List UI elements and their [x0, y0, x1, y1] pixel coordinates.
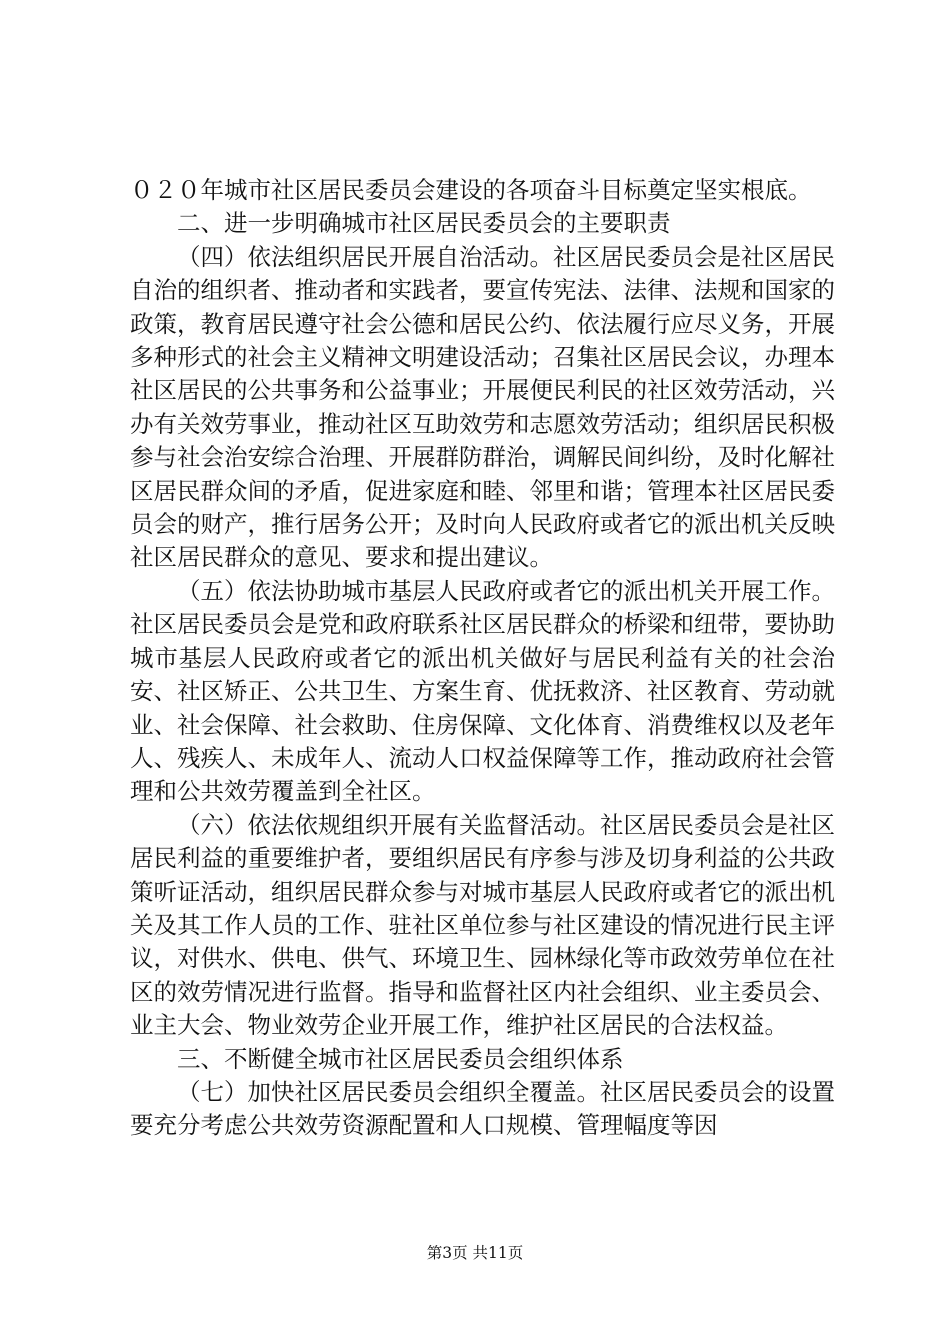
paragraph-item-6: （六）依法依规组织开展有关监督活动。社区居民委员会是社区居民利益的重要维护者，要组织居民有序参与涉及切身利益的公共政策听证活动，组织居民群众参与对城市基层人民政府或者它的派出机关及其工作人员的工作、驻社区单位参与社区建设的情况进行民主评议，对供水、供电、供气、环境卫生、园林绿化等市政效劳单位在社区的效劳情况进行监督。指导和监督社区内社会组织、业主委员会、业主大会、物业效劳企业开展工作，维护社区居民的合法权益。	[130, 810, 835, 1040]
paragraph-item-5: （五）依法协助城市基层人民政府或者它的派出机关开展工作。社区居民委员会是党和政府联系社区居民群众的桥梁和纽带，要协助城市基层人民政府或者它的派出机关做好与居民利益有关的社会治安、社区矫正、公共卫生、方案生育、优抚救济、社区教育、劳动就业、社会保障、社会救助、住房保障、文化体育、消费维权以及老年人、残疾人、未成年人、流动人口权益保障等工作，推动政府社会管理和公共效劳覆盖到全社区。	[130, 576, 835, 806]
paragraph-item-4: （四）依法组织居民开展自治活动。社区居民委员会是社区居民自治的组织者、推动者和实践者，要宣传宪法、法律、法规和国家的政策，教育居民遵守社会公德和居民公约、依法履行应尽义务，开展多种形式的社会主义精神文明建设活动；召集社区居民会议，办理本社区居民的公共事务和公益事业；开展便民利民的社区效劳活动，兴办有关效劳事业，推动社区互助效劳和志愿效劳活动；组织居民积极参与社会治安综合治理、开展群防群治，调解民间纠纷，及时化解社区居民群众间的矛盾，促进家庭和睦、邻里和谐；管理本社区居民委员会的财产，推行居务公开；及时向人民政府或者它的派出机关反映社区居民群众的意见、要求和提出建议。	[130, 242, 835, 572]
paragraph-continuation: ０２０年城市社区居民委员会建设的各项奋斗目标奠定坚实根底。	[130, 176, 812, 204]
document-body	[130, 174, 835, 1143]
page-number-label: 第3页 共11页	[426, 1244, 524, 1262]
page-footer	[0, 1243, 950, 1263]
section-heading-3: 三、不断健全城市社区居民委员会组织体系	[177, 1044, 624, 1073]
section-heading-2: 二、进一步明确城市社区居民委员会的主要职责	[177, 209, 671, 238]
paragraph-item-7: （七）加快社区居民委员会组织全覆盖。社区居民委员会的设置要充分考虑公共效劳资源配置和人口规模、管理幅度等因	[130, 1077, 835, 1140]
